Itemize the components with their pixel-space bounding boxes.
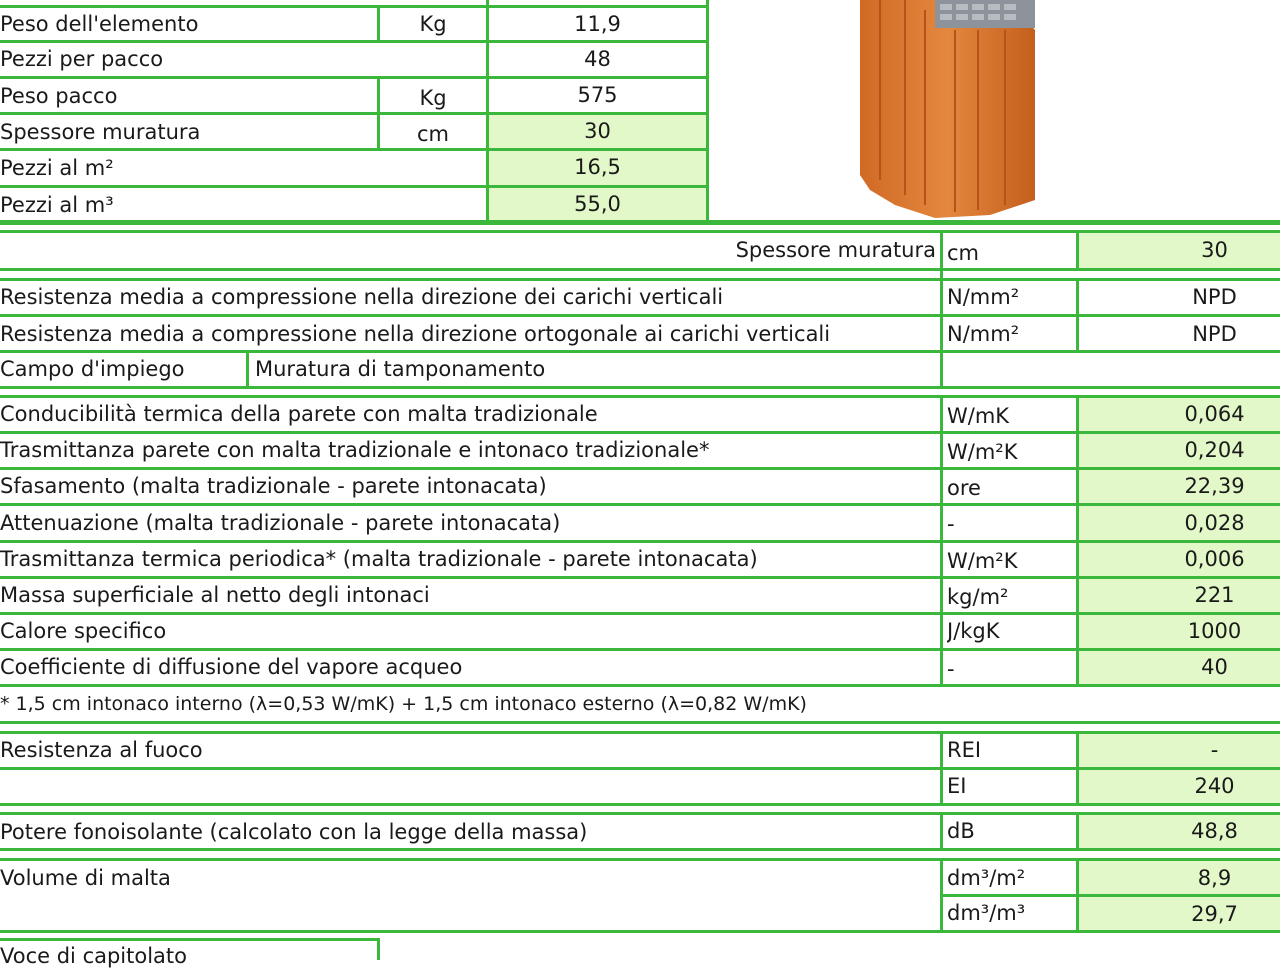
thermal-label: Conducibilità termica della parete con malta tradizionale [0, 402, 598, 426]
resistance-unit: N/mm² [947, 285, 1020, 309]
thermal-unit: W/m²K [947, 440, 1018, 464]
thermal-label: Calore specifico [0, 619, 167, 643]
thermal-value: 1000 [1187, 619, 1242, 643]
thermal-label: Trasmittanza termica periodica* (malta tradizionale - parete intonacata) [0, 547, 758, 571]
thickness-value: 30 [1201, 238, 1228, 262]
sound-value: 48,8 [1191, 819, 1238, 843]
footnote: * 1,5 cm intonaco interno (λ=0,53 W/mK) + 1,5 cm intonaco esterno (λ=0,82 W/mK) [0, 693, 807, 715]
thermal-label: Attenuazione (malta tradizionale - parete intonacata) [0, 511, 561, 535]
mortar-value: 8,9 [1197, 866, 1232, 890]
thermal-value: 0,028 [1184, 511, 1245, 535]
row-unit [380, 42, 486, 76]
thermal-value: 22,39 [1184, 474, 1245, 498]
row-value: 48 [584, 47, 611, 71]
thermal-value: 0,064 [1184, 402, 1245, 426]
row-unit: Kg [419, 12, 447, 36]
resistance-label: Resistenza media a compressione nella direzione ortogonale ai carichi verticali [0, 322, 831, 346]
thickness-unit: cm [947, 241, 980, 265]
row-label: Pezzi al m³ [0, 193, 114, 217]
thickness-label: Spessore muratura [735, 238, 936, 262]
thermal-unit: W/m²K [947, 549, 1018, 573]
thermal-label: Sfasamento (malta tradizionale - parete intonacata) [0, 474, 547, 498]
row-value: 575 [577, 83, 618, 107]
fire-unit: EI [947, 774, 967, 798]
fire-unit: REI [947, 738, 982, 762]
row-unit: cm [416, 122, 449, 146]
row-label: Peso dell'elemento [0, 12, 199, 36]
usage-value: Muratura di tamponamento [255, 357, 546, 381]
row-value: 16,5 [574, 155, 621, 179]
sound-label: Potere fonoisolante (calcolato con la legge della massa) [0, 820, 588, 844]
thermal-label: Trasmittanza parete con malta tradizionale e intonaco tradizionale* [0, 438, 710, 462]
row-value: 30 [584, 119, 611, 143]
row-value: 55,0 [574, 192, 621, 216]
row-label: Pezzi per pacco [0, 47, 164, 71]
resistance-label: Resistenza media a compressione nella direzione dei carichi verticali [0, 285, 724, 309]
resistance-value: NPD [1192, 322, 1237, 346]
thermal-value: 0,204 [1184, 438, 1245, 462]
sound-unit: dB [947, 819, 975, 843]
thermal-unit: W/mK [947, 404, 1010, 428]
thermal-unit: kg/m² [947, 585, 1009, 609]
row-unit [380, 150, 486, 186]
thermal-unit: - [947, 512, 955, 536]
mortar-value: 29,7 [1191, 902, 1238, 926]
row-label: Pezzi al m² [0, 156, 114, 180]
resistance-unit: N/mm² [947, 322, 1020, 346]
thermal-value: 40 [1201, 655, 1228, 679]
thermal-unit: ore [947, 476, 981, 500]
spec-label: Voce di capitolato [0, 944, 188, 968]
usage-label: Campo d'impiego [0, 357, 185, 381]
thermal-label: Massa superficiale al netto degli intonaci [0, 583, 430, 607]
fire-value: 240 [1194, 774, 1235, 798]
thermal-label: Coefficiente di diffusione del vapore acqueo [0, 655, 463, 679]
row-unit: Kg [419, 86, 447, 110]
fire-label: Resistenza al fuoco [0, 738, 203, 762]
resistance-value: NPD [1192, 285, 1237, 309]
thermal-unit: - [947, 657, 955, 681]
row-label: Spessore muratura [0, 120, 201, 144]
thermal-value: 221 [1194, 583, 1235, 607]
row-label: Peso pacco [0, 84, 118, 108]
brick-image [860, 0, 1040, 222]
mortar-label: Volume di malta [0, 866, 171, 890]
mortar-unit: dm³/m² [947, 866, 1026, 890]
fire-value: - [1210, 738, 1219, 762]
thermal-unit: J/kgK [947, 619, 1000, 643]
thermal-value: 0,006 [1184, 547, 1245, 571]
mortar-unit: dm³/m³ [947, 901, 1026, 925]
row-value: 11,9 [574, 12, 621, 36]
row-unit [380, 187, 486, 223]
